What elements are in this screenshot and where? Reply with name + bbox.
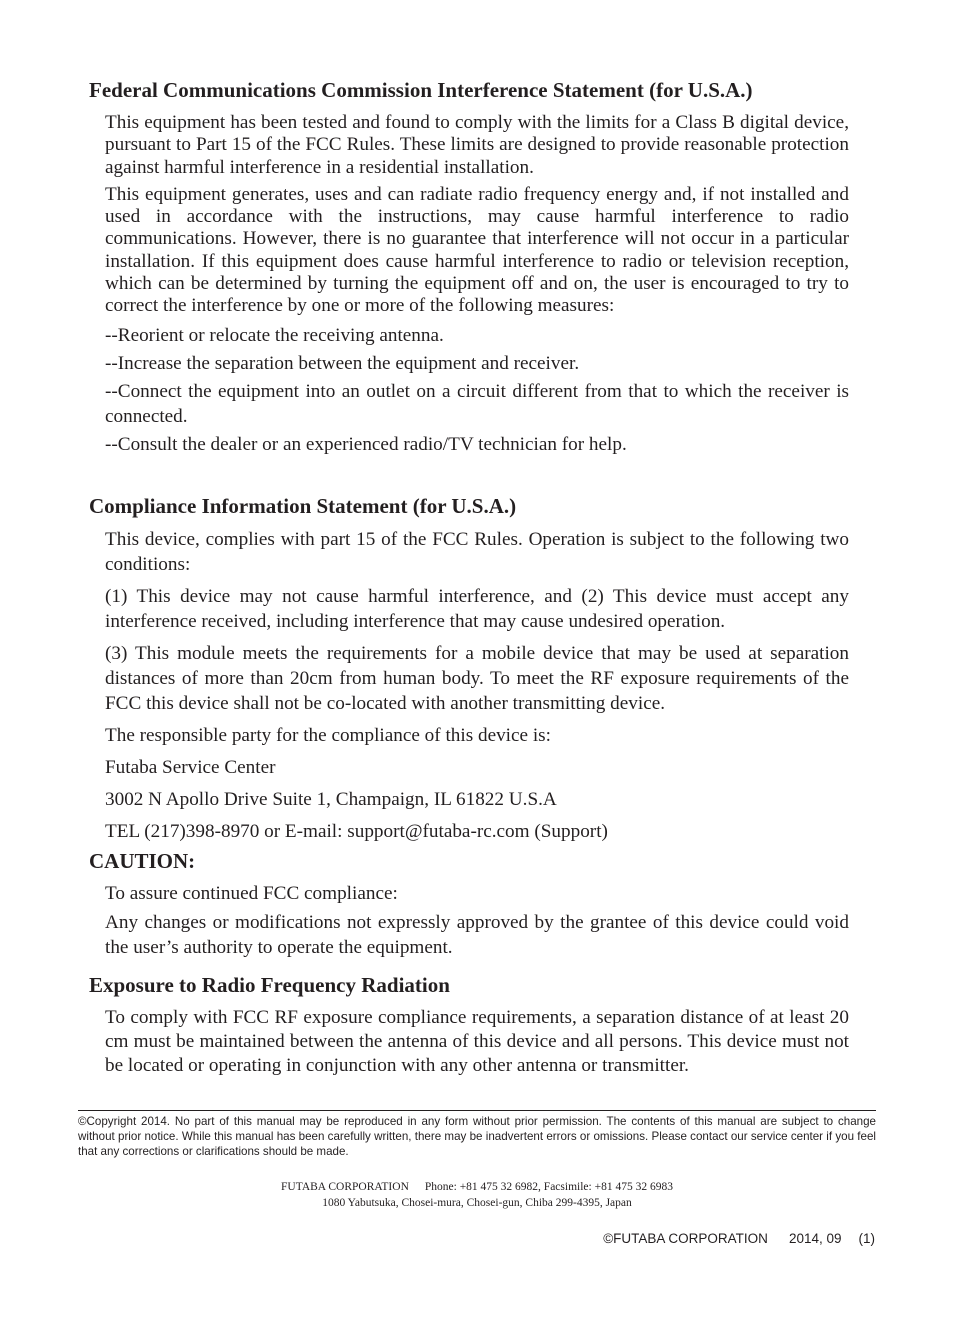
page-footer	[603, 1230, 875, 1248]
rf-exposure-heading: Exposure to Radio Frequency Radiation	[89, 973, 450, 997]
compliance-body	[105, 527, 849, 844]
copyright-notice: ©Copyright 2014. No part of this manual may be reproduced in any form without prior permission. The contents of this manual are subject to change without prior notice. While this manual has been carefully written, there may be inadvertent errors or omissions. Please contact our service center if you feel that any corrections or clarifications should be made.	[78, 1115, 876, 1158]
caution-section	[89, 848, 851, 960]
compliance-paragraph-2: (1) This device may not cause harmful interference, and (2) This device must accept any interference received, including interference that may cause undesired operation.	[105, 586, 849, 632]
caution-body	[105, 881, 849, 960]
corporation-address: 1080 Yabutsuka, Chosei-mura, Chosei-gun, Chiba 299-4395, Japan	[322, 1197, 632, 1209]
corporation-contact-line	[0, 1179, 954, 1195]
rf-exposure-body	[105, 1006, 849, 1078]
compliance-paragraph-1: This device, complies with part 15 of the FCC Rules. Operation is subject to the following two conditions:	[105, 529, 849, 575]
page-number: (1)	[858, 1231, 875, 1246]
measure-increase-separation: --Increase the separation between the equipment and receiver.	[105, 352, 580, 374]
corporation-name: FUTABA CORPORATION	[281, 1181, 409, 1193]
compliance-heading: Compliance Information Statement (for U.S.A.)	[89, 494, 517, 518]
fcc-paragraph-2: This equipment generates, uses and can radiate radio frequency energy and, if not installed and used in accordance with the instructions, may cause harmful interference to radio communications. However, there is no guarantee that interference will not occur in a particular installation. If this equipment does cause harmful interference to radio or television reception, which can be determined by turning the equipment off and on, the user is encouraged to try to correct the interference by one or more of the following measures:	[105, 183, 849, 317]
rf-exposure-paragraph: To comply with FCC RF exposure compliance requirements, a separation distance of at least 20 cm must be maintained between the antenna of this device and all persons. This device must not be located or operating in conjunction with any other antenna or transmitter.	[105, 1007, 849, 1076]
caution-heading: CAUTION:	[89, 849, 196, 873]
footer-copyright: ©FUTABA CORPORATION	[603, 1231, 768, 1246]
fcc-interference-section	[89, 77, 851, 457]
compliance-paragraph-3: (3) This module meets the requirements for a mobile device that may be used at separation distances of more than 20cm from human body. To meet the RF exposure requirements of the FCC this device shall not be co-located with another transmitting device.	[105, 643, 849, 714]
corporation-phone-fax: Phone: +81 475 32 6982, Facsimile: +81 475 32 6983	[424, 1181, 673, 1193]
responsible-party-intro: The responsible party for the compliance of this device is:	[105, 725, 551, 746]
responsible-party-name: Futaba Service Center	[105, 757, 276, 778]
caution-paragraph-1: To assure continued FCC compliance:	[105, 883, 398, 904]
measure-reorient: --Reorient or relocate the receiving antenna.	[105, 324, 444, 346]
footer-divider	[78, 1110, 876, 1111]
measure-different-outlet: --Connect the equipment into an outlet on a circuit different from that to which the receiver is connected.	[105, 380, 849, 427]
rf-exposure-section	[89, 972, 851, 1078]
fcc-interference-heading: Federal Communications Commission Interference Statement (for U.S.A.)	[89, 78, 753, 102]
measure-consult-dealer: --Consult the dealer or an experienced radio/TV technician for help.	[105, 433, 627, 455]
responsible-party-contact: TEL (217)398-8970 or E-mail: support@futaba-rc.com (Support)	[105, 821, 608, 842]
caution-paragraph-2: Any changes or modifications not expressly approved by the grantee of this device could void the user’s authority to operate the equipment.	[105, 912, 849, 958]
footer-date: 2014, 09	[788, 1231, 842, 1246]
compliance-section	[89, 493, 851, 844]
fcc-paragraph-1: This equipment has been tested and found to comply with the limits for a Class B digital device, pursuant to Part 15 of the FCC Rules. These limits are designed to provide reasonable protection against harmful interference in a residential installation.	[105, 112, 849, 178]
fcc-interference-body	[105, 112, 849, 457]
responsible-party-address: 3002 N Apollo Drive Suite 1, Champaign, IL 61822 U.S.A	[105, 789, 557, 810]
